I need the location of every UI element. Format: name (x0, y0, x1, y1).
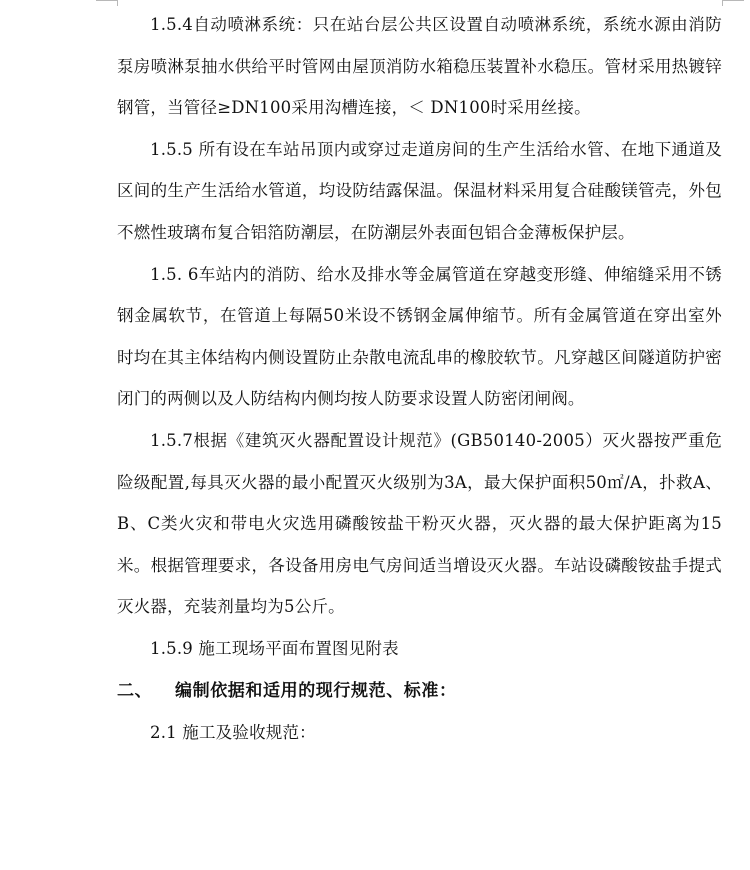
margin-crop-mark-right (722, 0, 744, 1)
section-heading-title: 编制依据和适用的现行规范、标准： (175, 680, 457, 701)
paragraph-1-5-4: 1.5.4自动喷淋系统：只在站台层公共区设置自动喷淋系统，系统水源由消防泵房喷淋泵抽水供给平时管网由屋顶消防水箱稳压装置补水稳压。管材采用热镀锌钢管，当管径≥DN100采用沟槽连接，＜ DN100时采用丝接。 (117, 15, 722, 118)
paragraph-1-5-5: 1.5.5 所有设在车站吊顶内或穿过走道房间的生产生活给水管、在地下通道及区间的生产生活给水管道，均设防结露保温。保温材料采用复合硅酸镁管壳，外包不燃性玻璃布复合铝箔防潮层，在防潮层外表面包铝合金薄板保护层。 (117, 139, 722, 242)
paragraph-1-5-7: 1.5.7根据《建筑灭火器配置设计规范》(GB50140-2005）灭火器按严重危险级配置,每具灭火器的最小配置灭火级别为3A，最大保护面积50㎡/A，扑救A、B、C类火灾和带电火灾选用磷酸铵盐干粉灭火器，灭火器的最大保护距离为15米。根据管理要求，各设备用房电气房间适当增设灭火器。车站设磷酸铵盐手提式灭火器，充装剂量均为5公斤。 (117, 430, 722, 617)
section-heading-number: 二、 (117, 680, 153, 701)
paragraph-1-5-6: 1.5. 6车站内的消防、给水及排水等金属管道在穿越变形缝、伸缩缝采用不锈钢金属软节，在管道上每隔50米设不锈钢金属伸缩节。所有金属管道在穿出室外时均在其主体结构内侧设置防止杂散电流乱串的橡胶软节。凡穿越区间隧道防护密闭门的两侧以及人防结构内侧均按人防要求设置人防密闭闸阀。 (117, 264, 722, 409)
document-body (117, 4, 722, 754)
paragraph-1-5-9: 1.5.9 施工现场平面布置图见附表 (150, 638, 399, 658)
margin-crop-mark-left (96, 0, 118, 1)
subsection-heading: 2.1 施工及验收规范： (150, 722, 316, 742)
section-heading (117, 670, 722, 712)
margin-crop-mark-right-vertical (722, 0, 723, 6)
